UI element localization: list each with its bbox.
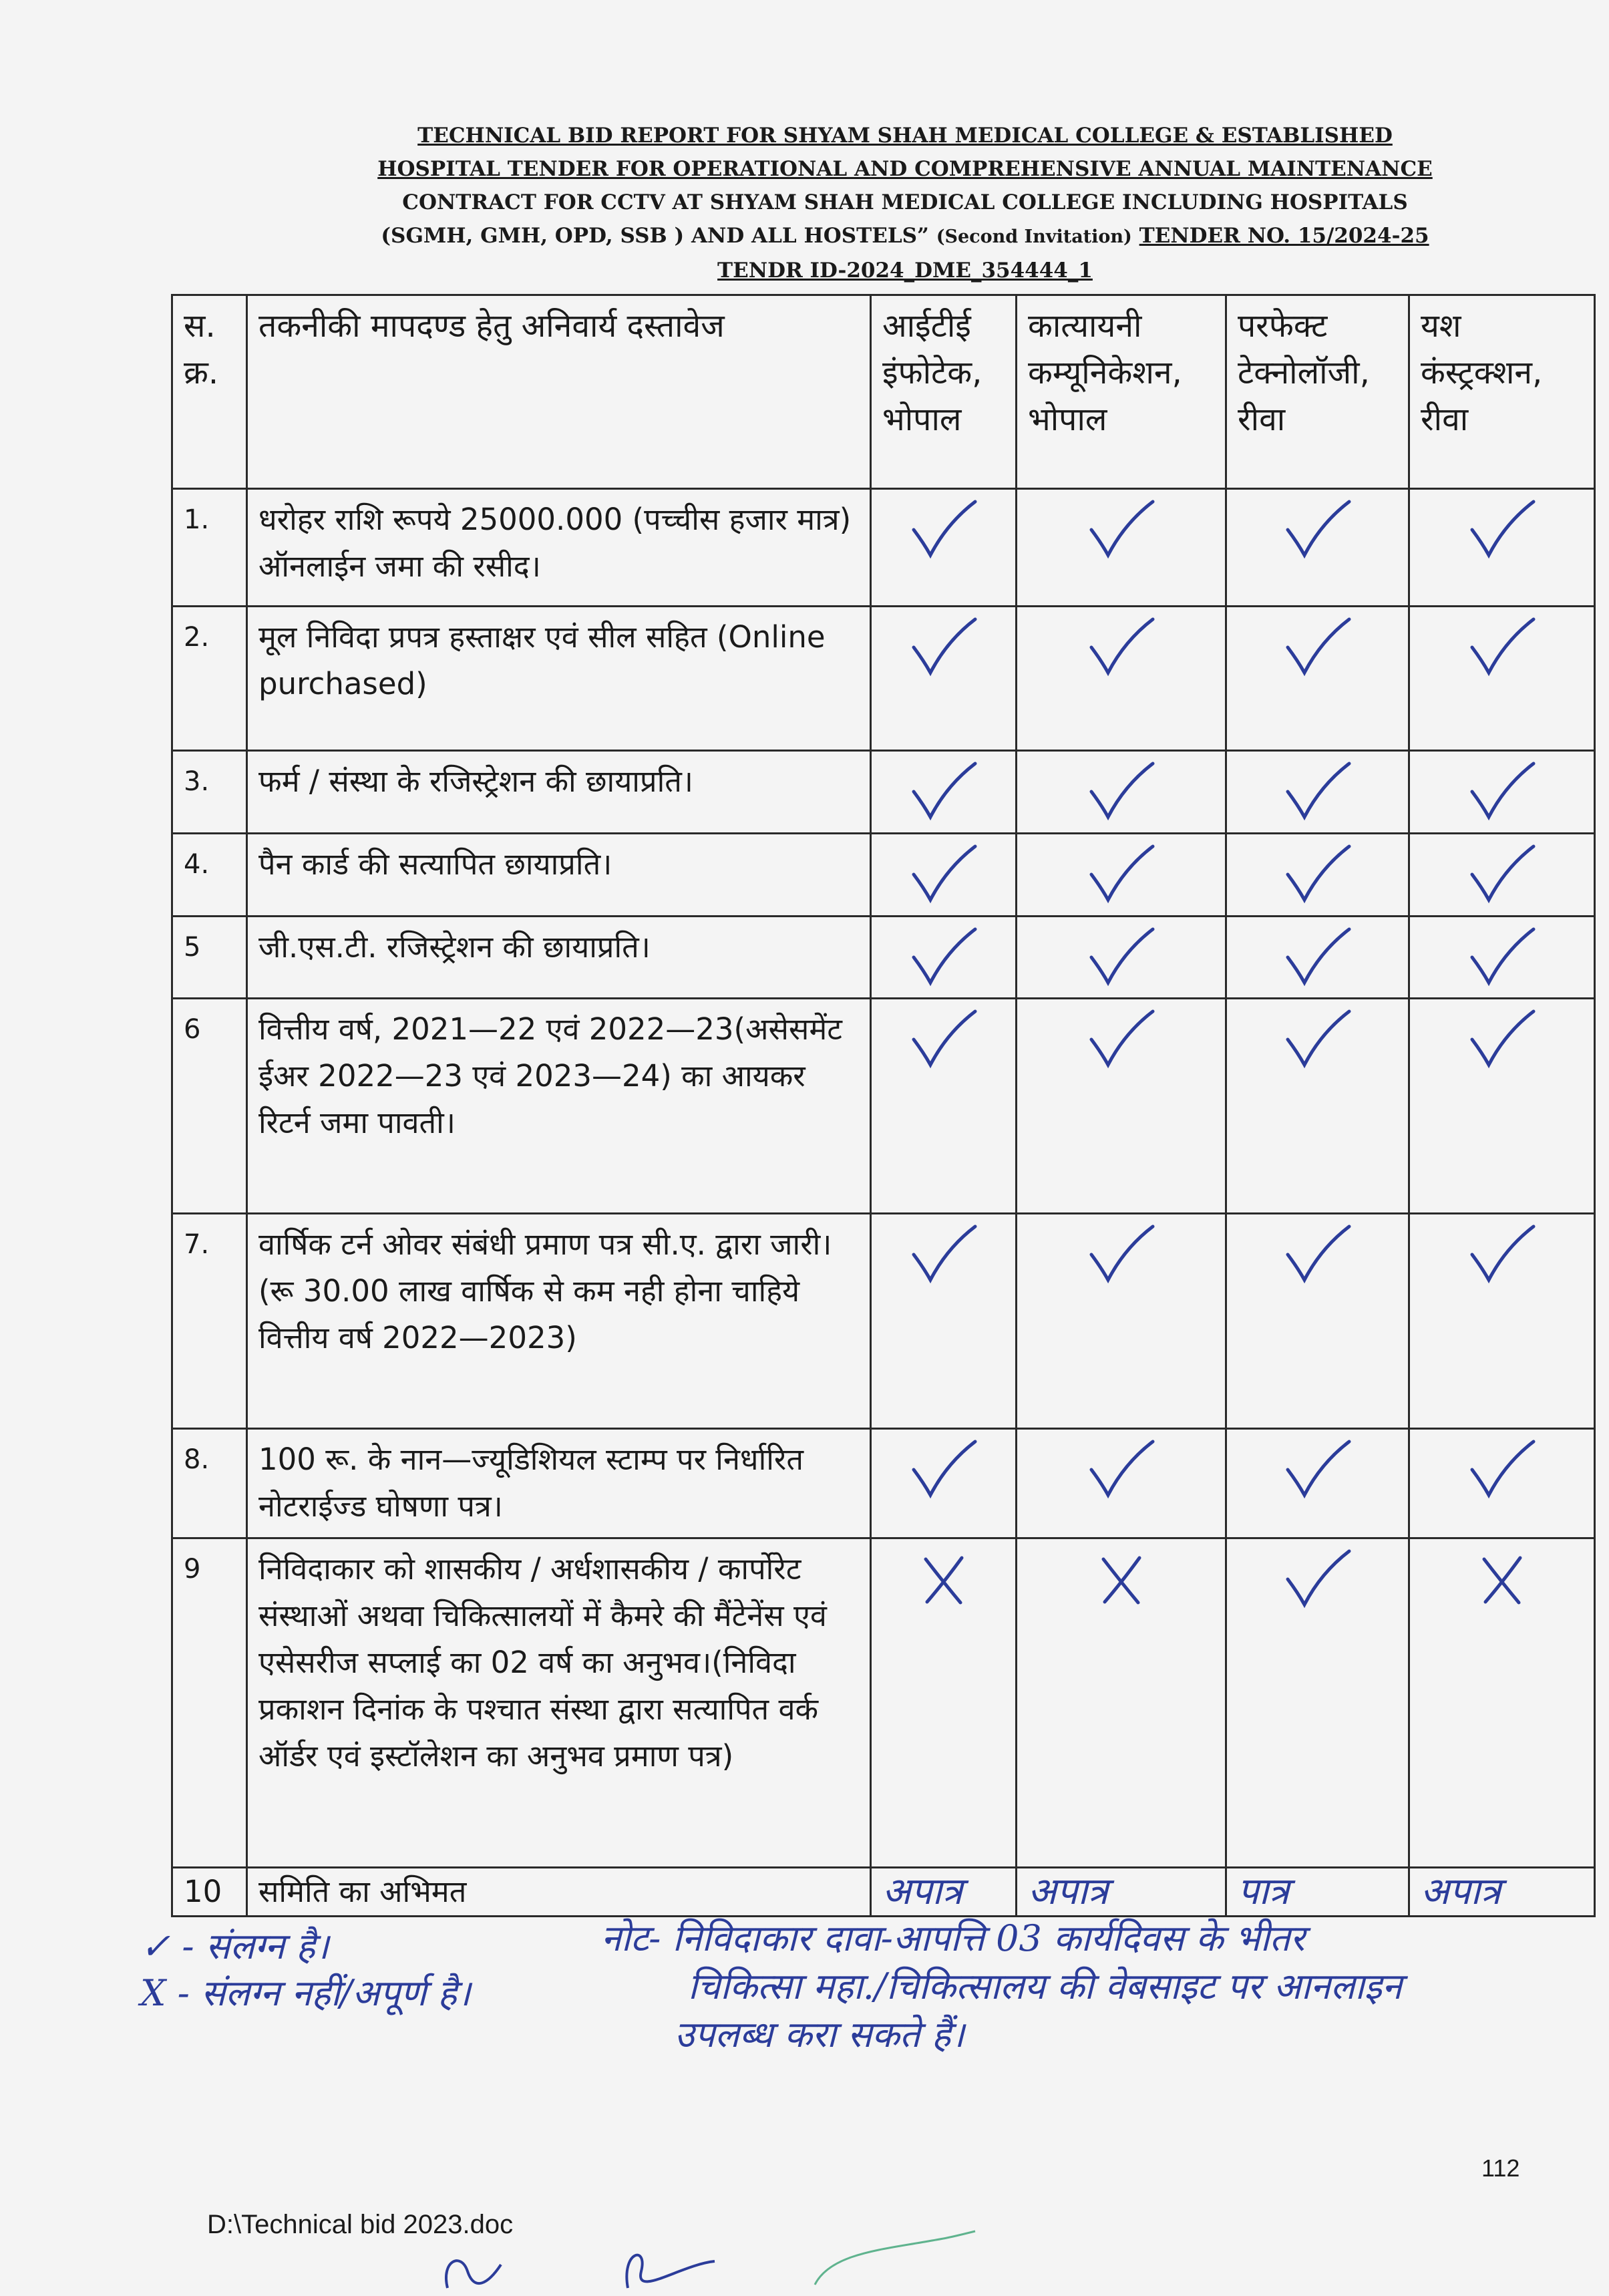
tick-mark-icon (1085, 496, 1158, 563)
row-requirement: निविदाकार को शासकीय / अर्धशासकीय / कार्पोरेट संस्थाओं अथवा चिकित्सालयों में कैमरे की मैंटेनेंस एवं एसेसरीज सप्लाई का 02 वर्ष का अनुभव।(निविदा प्रकाशन दिनांक के पश्चात संस्था द्वारा सत्यापित वर्क ऑर्डर एवं इस्टॉलेशन का अनुभव प्रमाण पत्र) (247, 1538, 871, 1867)
row-sn: 7. (172, 1214, 247, 1429)
title-line-4: (SGMH, GMH, OPD, SSB ) AND ALL HOSTELS” (Second Invitation) TENDER NO. 15/2024-25 (381, 224, 1429, 248)
tick-mark-icon (1281, 1006, 1355, 1073)
tick-mark-icon (1085, 1006, 1158, 1073)
tick-mark-icon (1085, 841, 1158, 908)
mark-bidder-2 (1017, 1428, 1226, 1538)
bid-evaluation-table (171, 294, 1596, 1917)
tick-mark-icon (1465, 841, 1539, 908)
tick-mark-icon (907, 614, 980, 681)
table-row (172, 1538, 1595, 1867)
mark-bidder-2 (1017, 833, 1226, 916)
row-requirement: मूल निविदा प्रपत्र हस्ताक्षर एवं सील सहित (Online purchased) (247, 606, 871, 750)
row-requirement: फर्म / संस्था के रजिस्ट्रेशन की छायाप्रति। (247, 751, 871, 834)
title-line-1: TECHNICAL BID REPORT FOR SHYAM SHAH MEDICAL COLLEGE & ESTABLISHED (417, 124, 1393, 148)
tick-mark-icon (1465, 1221, 1539, 1288)
mark-bidder-4 (1409, 999, 1595, 1214)
tick-mark-icon (907, 924, 980, 991)
tick-mark-icon (907, 1436, 980, 1503)
tick-mark-icon (1465, 614, 1539, 681)
row-requirement: जी.एस.टी. रजिस्ट्रेशन की छायाप्रति। (247, 916, 871, 999)
tick-mark-icon (1281, 841, 1355, 908)
legend-cross: X - संलग्न नहीं/अपूर्ण है। (140, 1972, 471, 2014)
mark-bidder-1 (871, 833, 1017, 916)
mark-bidder-4 (1409, 1538, 1595, 1867)
row-requirement: समिति का अभिमत (247, 1867, 871, 1916)
mark-bidder-3 (1226, 1538, 1409, 1867)
row-sn: 4. (172, 833, 247, 916)
note-line-1: नोट- निविदाकार दावा-आपत्ति 03 कार्यदिवस के भीतर (601, 1917, 1305, 1959)
cross-mark-icon (907, 1546, 980, 1613)
mark-bidder-1 (871, 489, 1017, 607)
mark-bidder-1 (871, 916, 1017, 999)
row-requirement: वित्तीय वर्ष, 2021—22 एवं 2022—23(असेसमेंट ईअर 2022—23 एवं 2023—24) का आयकर रिटर्न जमा पावती। (247, 999, 871, 1214)
cross-mark-icon (1465, 1546, 1539, 1613)
row-requirement: वार्षिक टर्न ओवर संबंधी प्रमाण पत्र सी.ए. द्वारा जारी। (रू 30.00 लाख वार्षिक से कम नही होना चाहिये वित्तीय वर्ष 2022—2023) (247, 1214, 871, 1429)
header-requirement: तकनीकी मापदण्ड हेतु अनिवार्य दस्तावेज (247, 295, 871, 489)
mark-bidder-3 (1226, 999, 1409, 1214)
mark-bidder-4 (1409, 606, 1595, 750)
mark-bidder-4 (1409, 916, 1595, 999)
tick-mark-icon (1085, 924, 1158, 991)
table-row (172, 833, 1595, 916)
table-row (172, 1214, 1595, 1429)
tick-mark-icon (1465, 1006, 1539, 1073)
title-line-2: HOSPITAL TENDER FOR OPERATIONAL AND COMPREHENSIVE ANNUAL MAINTENANCE (377, 157, 1433, 181)
mark-bidder-1 (871, 1428, 1017, 1538)
tick-mark-icon (1085, 1221, 1158, 1288)
header-bidder-3: परफेक्ट टेक्नोलॉजी, रीवा (1226, 295, 1409, 489)
mark-bidder-1 (871, 606, 1017, 750)
mark-bidder-1 (871, 1538, 1017, 1867)
tick-mark-icon (1281, 924, 1355, 991)
tick-mark-icon (1281, 614, 1355, 681)
table-row (172, 606, 1595, 750)
header-bidder-1: आईटीई इंफोटेक, भोपाल (871, 295, 1017, 489)
file-path: D:\Technical bid 2023.doc (207, 2210, 514, 2239)
row-requirement: पैन कार्ड की सत्यापित छायाप्रति। (247, 833, 871, 916)
mark-bidder-2 (1017, 606, 1226, 750)
tick-mark-icon (907, 1221, 980, 1288)
title-line-5: TENDR ID-2024_DME_354444_1 (717, 259, 1093, 283)
row-requirement: धरोहर राशि रूपये 25000.000 (पच्चीस हजार मात्र) ऑनलाईन जमा की रसीद। (247, 489, 871, 607)
table-row (172, 999, 1595, 1214)
tick-mark-icon (1465, 924, 1539, 991)
mark-bidder-3 (1226, 833, 1409, 916)
tick-mark-icon (1465, 496, 1539, 563)
document-title (254, 119, 1556, 287)
mark-bidder-2 (1017, 999, 1226, 1214)
tick-mark-icon (1085, 758, 1158, 825)
tick-mark-icon (1281, 758, 1355, 825)
row-sn: 1. (172, 489, 247, 607)
page-number: 112 (1481, 2154, 1520, 2182)
mark-bidder-3 (1226, 1428, 1409, 1538)
mark-bidder-4 (1409, 833, 1595, 916)
header-bidder-4: यश कंस्ट्रक्शन, रीवा (1409, 295, 1595, 489)
mark-bidder-3 (1226, 489, 1409, 607)
signatures-icon (401, 2225, 1002, 2291)
row-sn: 8. (172, 1428, 247, 1538)
header-row (172, 295, 1595, 489)
table-row (172, 916, 1595, 999)
row-sn: 9 (172, 1538, 247, 1867)
mark-bidder-4 (1409, 489, 1595, 607)
mark-bidder-2 (1017, 916, 1226, 999)
verdict-bidder-1: अपात्र (871, 1867, 1017, 1916)
mark-bidder-3 (1226, 1214, 1409, 1429)
tick-mark-icon (1281, 496, 1355, 563)
verdict-bidder-4: अपात्र (1409, 1867, 1595, 1916)
mark-bidder-3 (1226, 751, 1409, 834)
tick-mark-icon (1465, 758, 1539, 825)
tick-mark-icon (907, 841, 980, 908)
tick-mark-icon (907, 496, 980, 563)
tick-mark-icon (1281, 1221, 1355, 1288)
mark-bidder-4 (1409, 1428, 1595, 1538)
mark-bidder-2 (1017, 1214, 1226, 1429)
mark-bidder-2 (1017, 489, 1226, 607)
table-row-verdict (172, 1867, 1595, 1916)
row-sn: 5 (172, 916, 247, 999)
tick-mark-icon (1281, 1436, 1355, 1503)
row-sn: 2. (172, 606, 247, 750)
row-sn: 6 (172, 999, 247, 1214)
mark-bidder-3 (1226, 606, 1409, 750)
row-sn: 3. (172, 751, 247, 834)
table-row (172, 1428, 1595, 1538)
mark-bidder-1 (871, 999, 1017, 1214)
mark-bidder-2 (1017, 1538, 1226, 1867)
title-line-3: CONTRACT FOR CCTV AT SHYAM SHAH MEDICAL COLLEGE INCLUDING HOSPITALS (402, 190, 1408, 214)
mark-bidder-3 (1226, 916, 1409, 999)
note-line-3: उपलब्ध करा सकते हैं। (675, 2013, 964, 2056)
table-row (172, 751, 1595, 834)
tick-mark-icon (1085, 614, 1158, 681)
tick-mark-icon (1281, 1546, 1355, 1613)
note-line-2: चिकित्सा महा./चिकित्सालय की वेबसाइट पर आनलाइन (688, 1965, 1402, 2007)
mark-bidder-1 (871, 751, 1017, 834)
row-sn: 10 (172, 1867, 247, 1916)
tick-mark-icon (1465, 1436, 1539, 1503)
tick-mark-icon (907, 1006, 980, 1073)
mark-bidder-2 (1017, 751, 1226, 834)
mark-bidder-1 (871, 1214, 1017, 1429)
header-bidder-2: कात्यायनी कम्यूनिकेशन, भोपाल (1017, 295, 1226, 489)
cross-mark-icon (1085, 1546, 1158, 1613)
row-requirement: 100 रू. के नान—ज्यूडिशियल स्टाम्प पर निर्धारित नोटराईज्ड घोषणा पत्र। (247, 1428, 871, 1538)
mark-bidder-4 (1409, 751, 1595, 834)
legend-tick: ✓ - संलग्न है। (140, 1925, 329, 1967)
mark-bidder-4 (1409, 1214, 1595, 1429)
tick-mark-icon (907, 758, 980, 825)
verdict-bidder-3: पात्र (1226, 1867, 1409, 1916)
verdict-bidder-2: अपात्र (1017, 1867, 1226, 1916)
tick-mark-icon (1085, 1436, 1158, 1503)
table-row (172, 489, 1595, 607)
header-sn: स. क्र. (172, 295, 247, 489)
